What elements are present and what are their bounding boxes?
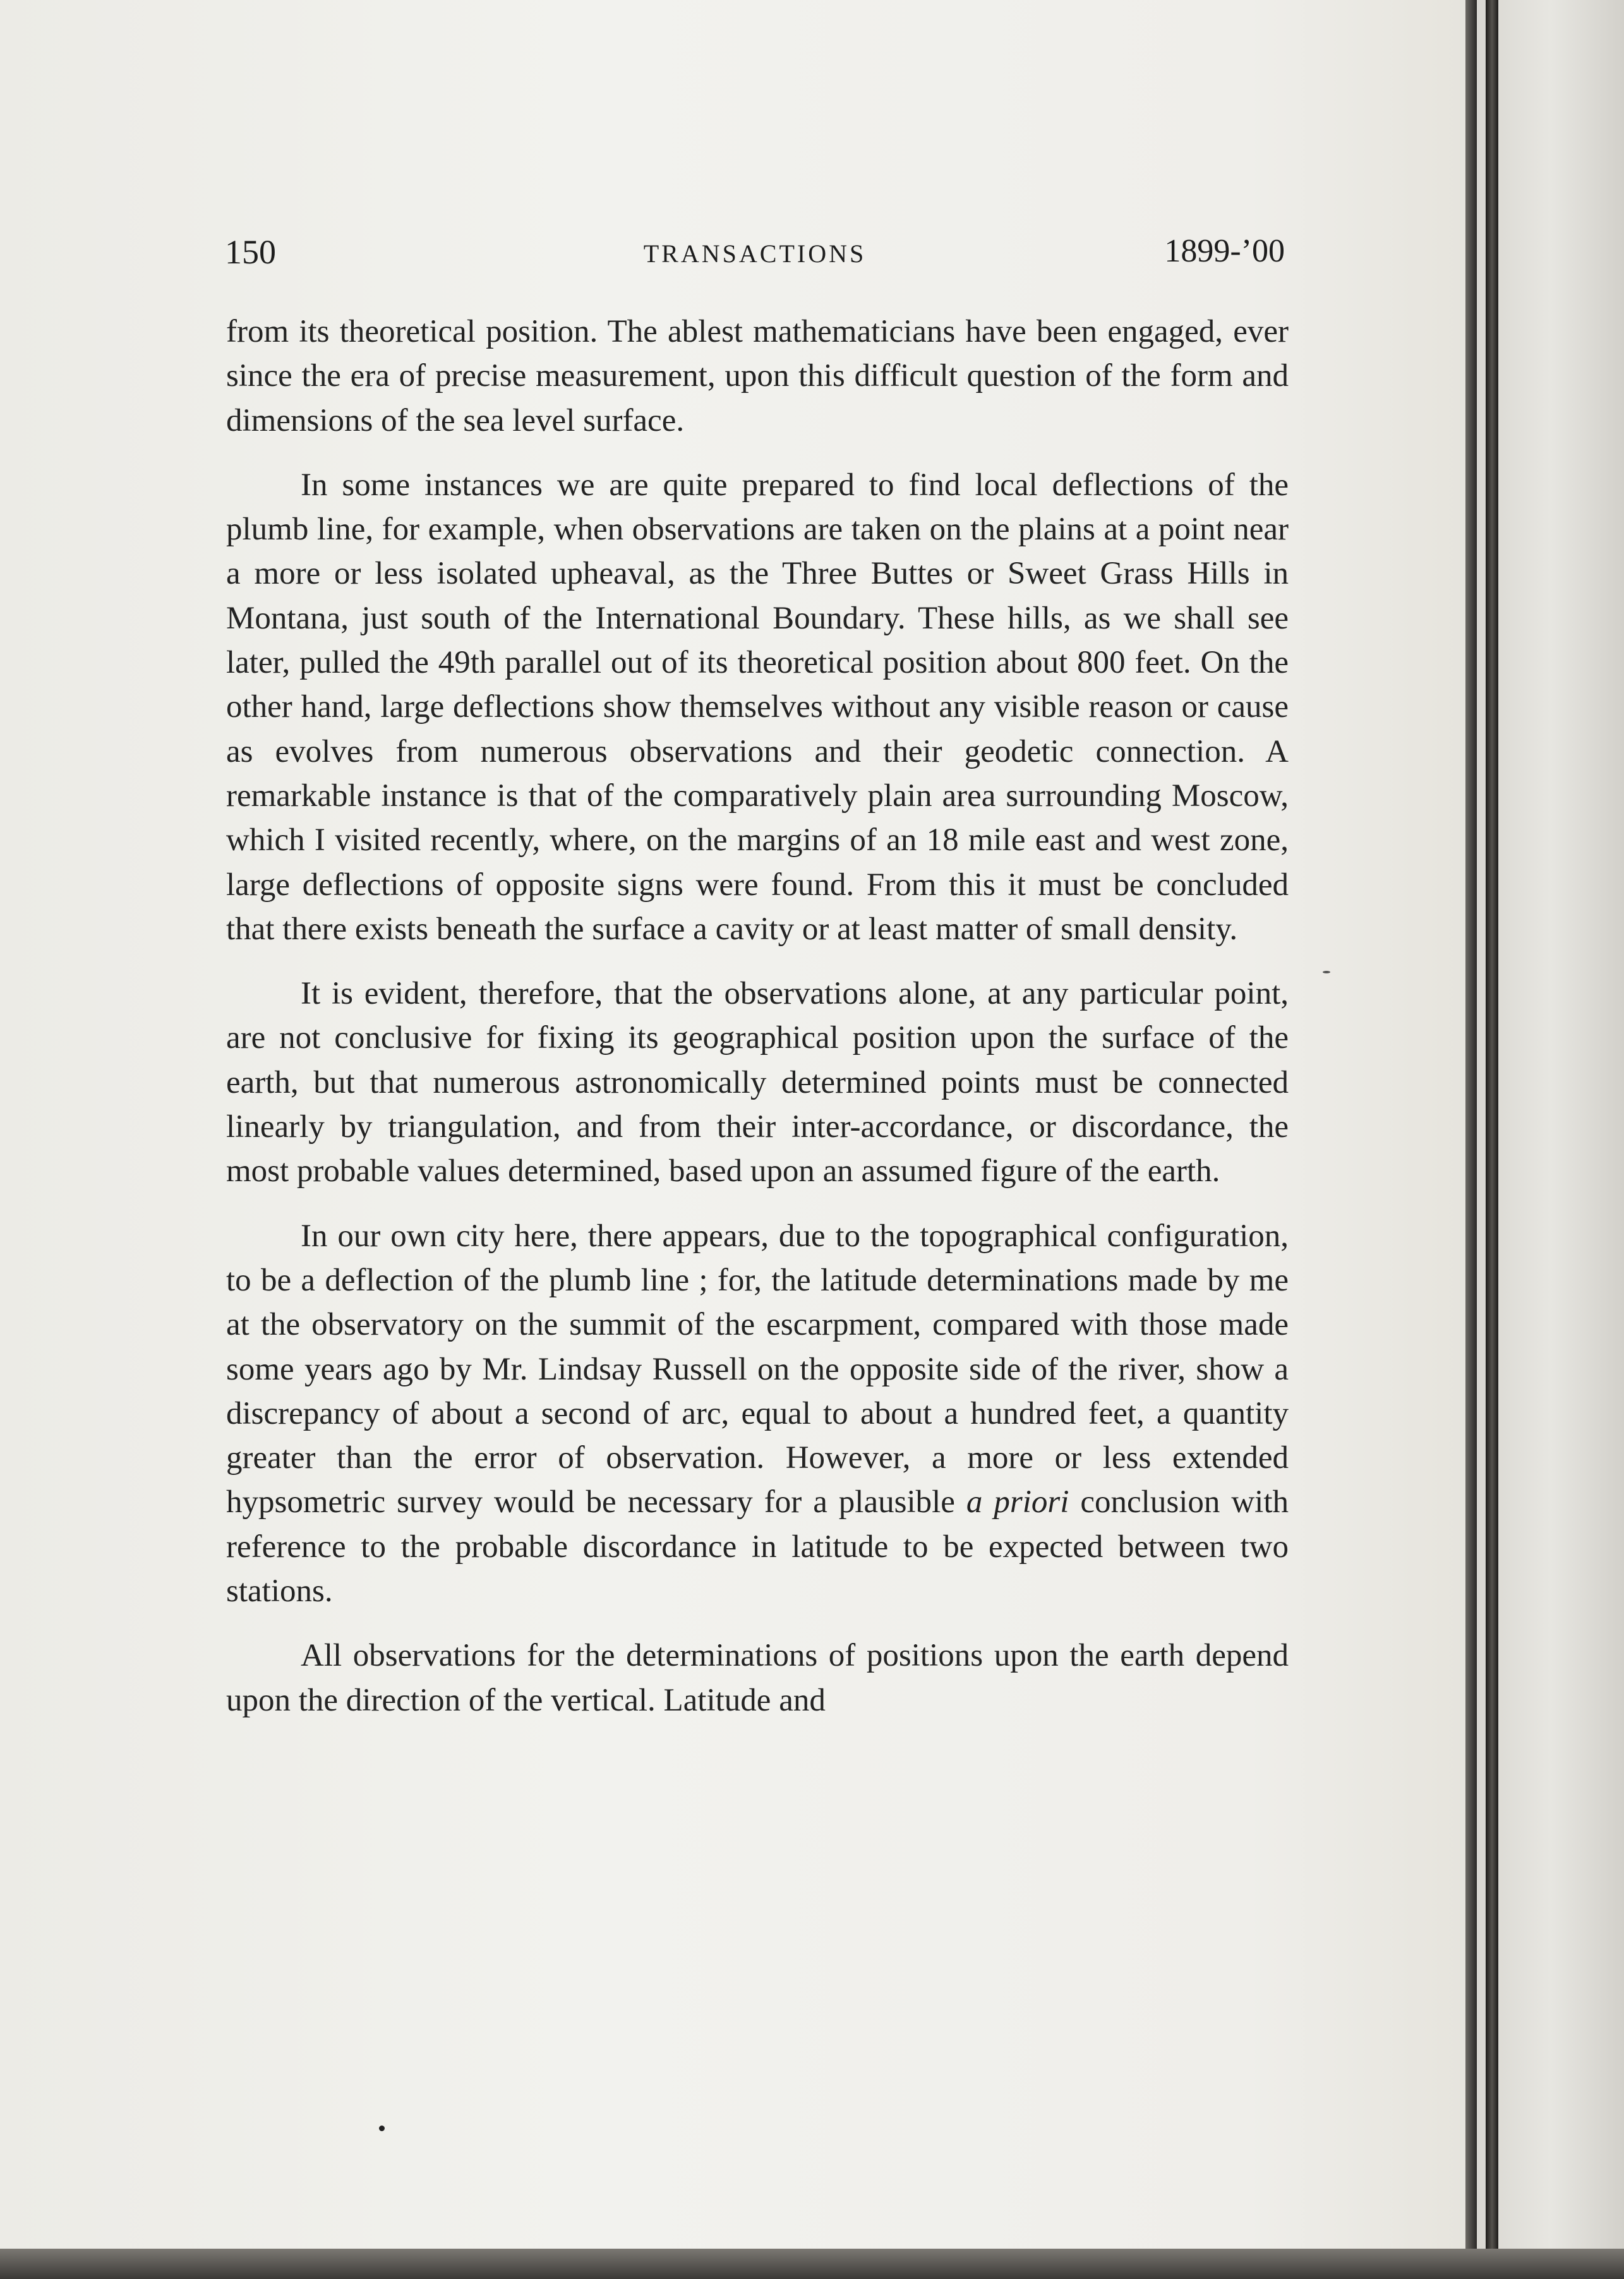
running-title: TRANSACTIONS: [643, 239, 867, 268]
paragraph-city-deflection: [226, 1214, 1289, 1614]
paragraph-continuation: from its theoretical position. The ablest mathematicians have been engaged, ever since the era of precise measurement, upon this difficult question of the form and dimensions of the sea level surface.: [226, 314, 1289, 438]
paragraph-deflections: In some instances we are quite prepared to find local deflections of the plumb line, for example, when observations are taken on the plains at a point near a more or less isolated upheaval, as the Three Buttes or Sweet Grass Hills in Montana, just south of the International Boundary. These hills, as we shall see later, pulled the 49th parallel out of its theoretical position about 800 feet. On the other hand, large deflections show themselves without any visible reason or cause as evolves from numerous observations and their geodetic connection. A remarkable instance is that of the comparatively plain area surrounding Moscow, which I visited recently, where, on the margins of an 18 mile east and west zone, large deflections of opposite signs were found. From this it must be concluded that there exists beneath the surface a cavity or at least matter of small density.: [226, 467, 1289, 947]
adjacent-page-edge: [1477, 0, 1624, 2279]
paragraph-text-before-italic: In our own city here, there appears, due to the topographical configuration, to be a deflection of the plumb line ; for, the latitude determinations made by me at the observatory on the summit of the escarpment, compared with those made some years ago by Mr. Lindsay Russell on the opposite side of the river, show a discrepancy of about a second of arc, equal to about a hundred feet, a quantity greater than the error of observation. However, a more or less extended hypsometric survey would be necessary for a plausible: [226, 1218, 1289, 1520]
body-text: [226, 310, 1289, 1743]
bottom-page-shadow: [0, 2249, 1624, 2279]
ink-speck: [1323, 971, 1330, 973]
volume-year: 1899-’00: [1164, 233, 1285, 269]
paragraph-vertical-direction: All observations for the determinations of positions upon the earth depend upon the direction of the vertical. Latitude and: [226, 1638, 1289, 1718]
paragraph-text-after-italic: conclusion with reference to the probable discordance in latitude to be expected between two stations.: [226, 1484, 1289, 1609]
ink-speck: [379, 2126, 385, 2131]
page-number: 150: [225, 233, 276, 271]
binding-spine: [1486, 0, 1498, 2279]
page-header: [225, 232, 1285, 277]
paragraph-observations: It is evident, therefore, that the observations alone, at any particular point, are not conclusive for fixing its geographical position upon the surface of the earth, but that numerous astronomically determined points must be connected linearly by triangulation, and from their inter-accordance, or discordance, the most probable values determined, based upon an assumed figure of the earth.: [226, 976, 1289, 1189]
page-gutter-shadow: [1465, 0, 1477, 2279]
italic-term: a priori: [966, 1484, 1069, 1520]
